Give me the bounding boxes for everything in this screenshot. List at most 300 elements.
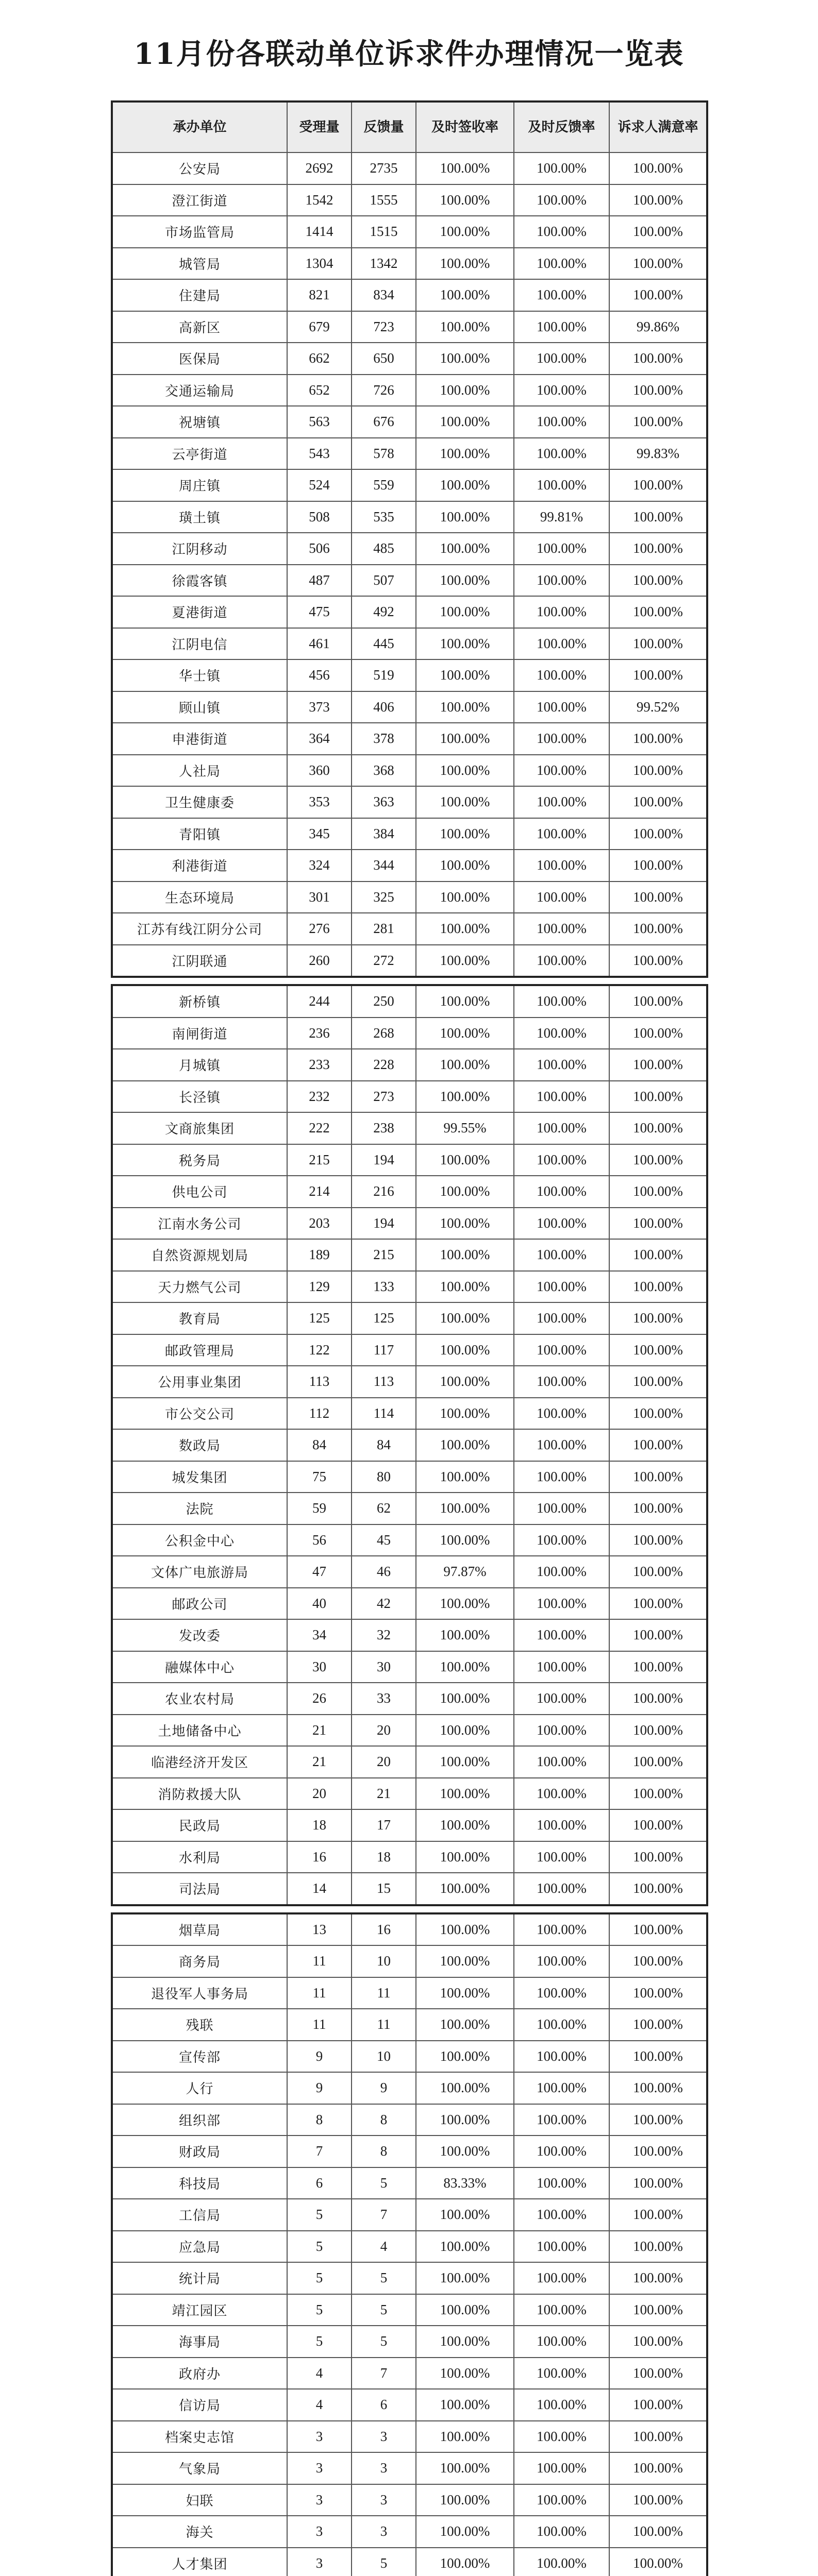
value-cell: 100.00% [416,1683,514,1715]
unit-name-cell: 靖江园区 [112,2294,287,2326]
value-cell: 456 [287,659,352,691]
unit-name-cell: 发改委 [112,1619,287,1651]
value-cell: 122 [287,1334,352,1366]
value-cell: 100.00% [514,1778,609,1810]
value-cell: 112 [287,1398,352,1430]
value-cell: 100.00% [609,1945,707,1977]
value-cell: 679 [287,311,352,343]
value-cell: 3 [287,2516,352,2548]
unit-name-cell: 土地储备中心 [112,1715,287,1747]
value-cell: 14 [287,1873,352,1905]
value-cell: 100.00% [609,1366,707,1398]
table-row [112,248,707,280]
value-cell: 4 [287,2389,352,2421]
value-cell: 100.00% [609,786,707,818]
value-cell: 99.52% [609,691,707,723]
value-cell: 100.00% [514,343,609,375]
value-cell: 100.00% [609,1556,707,1588]
value-cell: 301 [287,882,352,913]
value-cell: 59 [287,1493,352,1524]
table-row [112,1945,707,1977]
unit-name-cell: 人社局 [112,755,287,787]
table-row [112,2452,707,2484]
value-cell: 100.00% [514,596,609,628]
unit-name-cell: 云亭街道 [112,438,287,470]
value-cell: 100.00% [416,691,514,723]
value-cell: 100.00% [609,913,707,945]
value-cell: 100.00% [609,2136,707,2167]
value-cell: 100.00% [416,216,514,248]
value-cell: 100.00% [514,1049,609,1081]
value-cell: 100.00% [514,1945,609,1977]
value-cell: 113 [287,1366,352,1398]
value-cell: 189 [287,1239,352,1271]
value-cell: 100.00% [416,184,514,216]
table-row [112,1112,707,1144]
value-cell: 100.00% [514,248,609,280]
value-cell: 100.00% [514,2516,609,2548]
value-cell: 21 [287,1715,352,1747]
table-row [112,1239,707,1271]
column-header: 及时反馈率 [514,101,609,152]
unit-name-cell: 财政局 [112,2136,287,2167]
value-cell: 114 [352,1398,416,1430]
value-cell: 100.00% [416,2452,514,2484]
value-cell: 100.00% [514,1873,609,1905]
column-header: 诉求人满意率 [609,101,707,152]
value-cell: 5 [287,2231,352,2263]
value-cell: 100.00% [514,786,609,818]
unit-name-cell: 顾山镇 [112,691,287,723]
value-cell: 2735 [352,152,416,184]
value-cell: 268 [352,1018,416,1049]
value-cell: 100.00% [609,755,707,787]
value-cell: 559 [352,469,416,501]
value-cell: 100.00% [609,1334,707,1366]
value-cell: 100.00% [514,1841,609,1873]
value-cell: 100.00% [514,1524,609,1556]
value-cell: 3 [287,2548,352,2576]
value-cell: 100.00% [609,1493,707,1524]
unit-name-cell: 数政局 [112,1429,287,1461]
value-cell: 281 [352,913,416,945]
value-cell: 97.87% [416,1556,514,1588]
value-cell: 100.00% [514,1366,609,1398]
value-cell: 100.00% [609,2262,707,2294]
value-cell: 5 [287,2294,352,2326]
column-header: 承办单位 [112,101,287,152]
value-cell: 20 [352,1715,416,1747]
value-cell: 100.00% [514,1746,609,1778]
value-cell: 3 [352,2452,416,2484]
value-cell: 100.00% [609,2421,707,2453]
value-cell: 100.00% [609,1398,707,1430]
unit-name-cell: 应急局 [112,2231,287,2263]
value-cell: 100.00% [416,1619,514,1651]
unit-name-cell: 市场监管局 [112,216,287,248]
value-cell: 21 [287,1746,352,1778]
unit-name-cell: 妇联 [112,2484,287,2516]
unit-name-cell: 医保局 [112,343,287,375]
report-tables [111,100,706,2576]
value-cell: 100.00% [416,882,514,913]
value-cell: 100.00% [416,2516,514,2548]
value-cell: 100.00% [416,850,514,882]
value-cell: 100.00% [514,375,609,406]
value-cell: 100.00% [416,311,514,343]
value-cell: 100.00% [609,2358,707,2389]
table-row [112,691,707,723]
value-cell: 250 [352,985,416,1018]
value-cell: 99.86% [609,311,707,343]
value-cell: 100.00% [514,1556,609,1588]
value-cell: 100.00% [416,1945,514,1977]
value-cell: 100.00% [514,2104,609,2136]
value-cell: 117 [352,1334,416,1366]
value-cell: 33 [352,1683,416,1715]
table-row [112,1809,707,1841]
table-row [112,985,707,1018]
unit-name-cell: 信访局 [112,2389,287,2421]
value-cell: 100.00% [609,1302,707,1334]
value-cell: 100.00% [609,1239,707,1271]
value-cell: 100.00% [609,533,707,565]
value-cell: 100.00% [416,2421,514,2453]
table-row [112,1049,707,1081]
value-cell: 100.00% [416,1461,514,1493]
value-cell: 100.00% [514,1398,609,1430]
value-cell: 100.00% [514,2199,609,2231]
unit-name-cell: 教育局 [112,1302,287,1334]
value-cell: 272 [352,945,416,977]
value-cell: 100.00% [514,1913,609,1946]
table-header-row [112,101,707,152]
table-row [112,1271,707,1303]
value-cell: 100.00% [514,1144,609,1176]
value-cell: 325 [352,882,416,913]
value-cell: 100.00% [514,311,609,343]
unit-name-cell: 城发集团 [112,1461,287,1493]
value-cell: 100.00% [416,2484,514,2516]
table-row [112,2231,707,2263]
value-cell: 260 [287,945,352,977]
table-row [112,565,707,597]
value-cell: 373 [287,691,352,723]
value-cell: 113 [352,1366,416,1398]
value-cell: 5 [352,2548,416,2576]
table-row [112,375,707,406]
value-cell: 100.00% [514,691,609,723]
table-row [112,1651,707,1683]
table-row [112,1208,707,1240]
value-cell: 100.00% [609,659,707,691]
value-cell: 100.00% [609,216,707,248]
value-cell: 563 [287,406,352,438]
table-row [112,216,707,248]
unit-name-cell: 工信局 [112,2199,287,2231]
unit-name-cell: 海关 [112,2516,287,2548]
value-cell: 56 [287,1524,352,1556]
value-cell: 3 [352,2516,416,2548]
value-cell: 100.00% [514,818,609,850]
unit-name-cell: 江南水务公司 [112,1208,287,1240]
value-cell: 100.00% [416,2326,514,2358]
value-cell: 4 [352,2231,416,2263]
value-cell: 100.00% [416,818,514,850]
value-cell: 100.00% [514,279,609,311]
value-cell: 16 [287,1841,352,1873]
unit-name-cell: 生态环境局 [112,882,287,913]
value-cell: 100.00% [609,184,707,216]
table-row [112,1715,707,1747]
table-row [112,786,707,818]
value-cell: 100.00% [514,1334,609,1366]
table-row [112,1176,707,1208]
value-cell: 100.00% [609,2452,707,2484]
value-cell: 100.00% [609,2009,707,2041]
value-cell: 80 [352,1461,416,1493]
value-cell: 276 [287,913,352,945]
value-cell: 100.00% [609,1683,707,1715]
value-cell: 100.00% [514,1619,609,1651]
value-cell: 42 [352,1588,416,1620]
value-cell: 4 [287,2358,352,2389]
value-cell: 406 [352,691,416,723]
table-row [112,2484,707,2516]
value-cell: 100.00% [416,248,514,280]
unit-name-cell: 江苏有线江阴分公司 [112,913,287,945]
report-table-1 [111,100,708,978]
value-cell: 344 [352,850,416,882]
value-cell: 100.00% [416,1271,514,1303]
table-row [112,1778,707,1810]
table-row [112,2358,707,2389]
value-cell: 100.00% [609,1873,707,1905]
unit-name-cell: 残联 [112,2009,287,2041]
unit-name-cell: 自然资源规划局 [112,1239,287,1271]
unit-name-cell: 档案史志馆 [112,2421,287,2453]
value-cell: 100.00% [514,2041,609,2073]
table-row [112,628,707,660]
value-cell: 100.00% [514,2136,609,2167]
value-cell: 676 [352,406,416,438]
unit-name-cell: 市公交公司 [112,1398,287,1430]
value-cell: 100.00% [416,2041,514,2073]
value-cell: 100.00% [609,2199,707,2231]
value-cell: 100.00% [416,2009,514,2041]
value-cell: 100.00% [609,2167,707,2199]
value-cell: 100.00% [416,343,514,375]
value-cell: 100.00% [416,533,514,565]
value-cell: 34 [287,1619,352,1651]
value-cell: 203 [287,1208,352,1240]
value-cell: 15 [352,1873,416,1905]
value-cell: 652 [287,375,352,406]
value-cell: 7 [352,2358,416,2389]
value-cell: 100.00% [609,2516,707,2548]
value-cell: 100.00% [416,913,514,945]
value-cell: 100.00% [416,596,514,628]
value-cell: 228 [352,1049,416,1081]
value-cell: 100.00% [609,1176,707,1208]
value-cell: 100.00% [514,1429,609,1461]
value-cell: 1342 [352,248,416,280]
table-row [112,438,707,470]
value-cell: 84 [352,1429,416,1461]
value-cell: 100.00% [514,882,609,913]
value-cell: 3 [352,2421,416,2453]
value-cell: 6 [287,2167,352,2199]
value-cell: 475 [287,596,352,628]
value-cell: 11 [352,2009,416,2041]
value-cell: 535 [352,501,416,533]
value-cell: 100.00% [416,565,514,597]
table-row [112,501,707,533]
value-cell: 5 [287,2326,352,2358]
value-cell: 100.00% [609,1461,707,1493]
unit-name-cell: 江阴联通 [112,945,287,977]
value-cell: 3 [287,2452,352,2484]
table-row [112,659,707,691]
value-cell: 100.00% [416,1398,514,1430]
table-row [112,818,707,850]
value-cell: 26 [287,1683,352,1715]
value-cell: 1414 [287,216,352,248]
table-row [112,1429,707,1461]
value-cell: 100.00% [416,1176,514,1208]
unit-name-cell: 华士镇 [112,659,287,691]
unit-name-cell: 澄江街道 [112,184,287,216]
value-cell: 100.00% [514,1176,609,1208]
value-cell: 100.00% [514,2072,609,2104]
value-cell: 100.00% [609,1913,707,1946]
table-row [112,882,707,913]
unit-name-cell: 徐霞客镇 [112,565,287,597]
unit-name-cell: 公安局 [112,152,287,184]
value-cell: 100.00% [609,818,707,850]
unit-name-cell: 海事局 [112,2326,287,2358]
unit-name-cell: 科技局 [112,2167,287,2199]
value-cell: 100.00% [416,2104,514,2136]
value-cell: 543 [287,438,352,470]
value-cell: 100.00% [514,469,609,501]
value-cell: 100.00% [416,945,514,977]
unit-name-cell: 农业农村局 [112,1683,287,1715]
value-cell: 100.00% [514,184,609,216]
table-row [112,1366,707,1398]
unit-name-cell: 组织部 [112,2104,287,2136]
value-cell: 62 [352,1493,416,1524]
unit-name-cell: 统计局 [112,2262,287,2294]
table-row [112,2389,707,2421]
unit-name-cell: 民政局 [112,1809,287,1841]
table-row [112,2104,707,2136]
table-row [112,596,707,628]
table-row [112,1081,707,1113]
value-cell: 13 [287,1913,352,1946]
value-cell: 100.00% [609,565,707,597]
unit-name-cell: 人才集团 [112,2548,287,2576]
report-table-2 [111,984,708,1906]
value-cell: 215 [287,1144,352,1176]
unit-name-cell: 消防救援大队 [112,1778,287,1810]
unit-name-cell: 融媒体中心 [112,1651,287,1683]
value-cell: 100.00% [609,1651,707,1683]
value-cell: 100.00% [416,1049,514,1081]
table-row [112,1493,707,1524]
value-cell: 100.00% [609,985,707,1018]
value-cell: 9 [352,2072,416,2104]
value-cell: 215 [352,1239,416,1271]
value-cell: 100.00% [416,1651,514,1683]
value-cell: 10 [352,2041,416,2073]
value-cell: 492 [352,596,416,628]
value-cell: 100.00% [416,723,514,755]
table-row [112,2548,707,2576]
value-cell: 487 [287,565,352,597]
value-cell: 100.00% [416,406,514,438]
value-cell: 100.00% [609,2072,707,2104]
value-cell: 100.00% [609,2104,707,2136]
value-cell: 100.00% [609,375,707,406]
unit-name-cell: 气象局 [112,2452,287,2484]
column-header: 受理量 [287,101,352,152]
value-cell: 214 [287,1176,352,1208]
value-cell: 5 [352,2167,416,2199]
value-cell: 8 [287,2104,352,2136]
value-cell: 238 [352,1112,416,1144]
value-cell: 100.00% [514,2231,609,2263]
table-row [112,343,707,375]
value-cell: 100.00% [514,1461,609,1493]
table-row [112,184,707,216]
table-row [112,1556,707,1588]
value-cell: 21 [352,1778,416,1810]
value-cell: 11 [287,2009,352,2041]
value-cell: 222 [287,1112,352,1144]
value-cell: 506 [287,533,352,565]
value-cell: 100.00% [514,1651,609,1683]
value-cell: 100.00% [416,2199,514,2231]
value-cell: 232 [287,1081,352,1113]
value-cell: 100.00% [416,2548,514,2576]
value-cell: 100.00% [609,1619,707,1651]
unit-name-cell: 法院 [112,1493,287,1524]
unit-name-cell: 申港街道 [112,723,287,755]
value-cell: 100.00% [416,1873,514,1905]
value-cell: 100.00% [609,1081,707,1113]
value-cell: 100.00% [416,1778,514,1810]
value-cell: 100.00% [609,882,707,913]
unit-name-cell: 宣传部 [112,2041,287,2073]
value-cell: 1555 [352,184,416,216]
value-cell: 100.00% [514,723,609,755]
value-cell: 100.00% [416,1588,514,1620]
value-cell: 100.00% [609,2041,707,2073]
value-cell: 100.00% [416,1366,514,1398]
table-row [112,1398,707,1430]
unit-name-cell: 城管局 [112,248,287,280]
value-cell: 47 [287,1556,352,1588]
value-cell: 363 [352,786,416,818]
value-cell: 1542 [287,184,352,216]
value-cell: 578 [352,438,416,470]
value-cell: 834 [352,279,416,311]
value-cell: 100.00% [514,1715,609,1747]
table-row [112,533,707,565]
value-cell: 100.00% [514,2548,609,2576]
value-cell: 100.00% [609,343,707,375]
